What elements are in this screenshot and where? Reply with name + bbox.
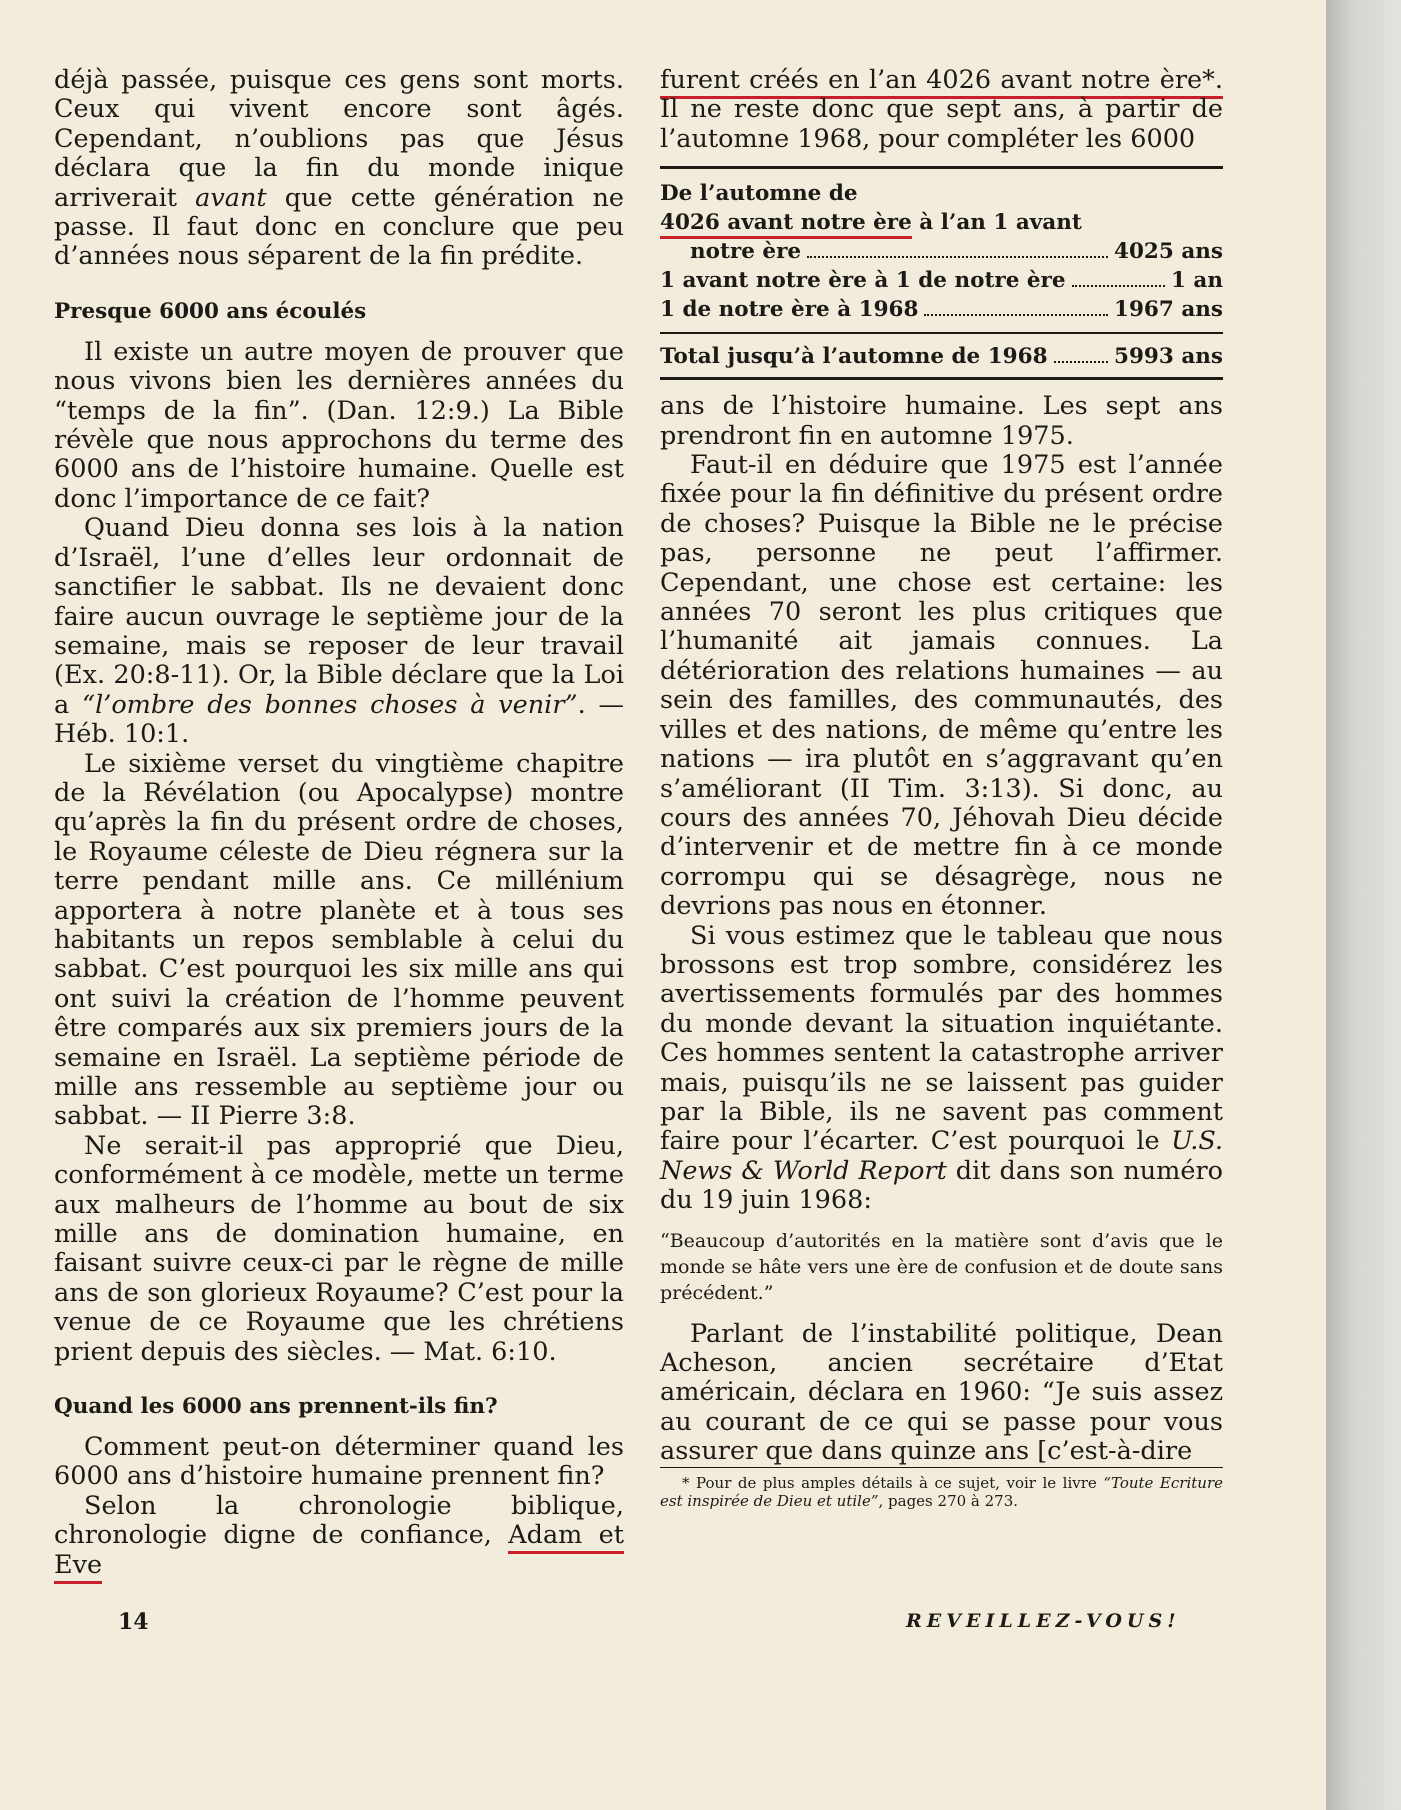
- scan-edge-shadow: [1326, 0, 1401, 1810]
- section-heading: Presque 6000 ans écoulés: [54, 298, 367, 324]
- paragraph: [660, 922, 1223, 1216]
- paragraph: [54, 66, 624, 272]
- underlined-text: 4026 avant notre ère: [660, 210, 912, 239]
- footnote: [660, 1467, 1223, 1510]
- total-label: Total jusqu’à l’automne de 1968: [660, 344, 1048, 370]
- row-label: 1 de notre ère à 1968: [660, 297, 919, 323]
- row-value: 1967 ans: [1114, 297, 1223, 323]
- table-row: [660, 295, 1223, 324]
- table-total-row: [660, 332, 1223, 371]
- paragraph: Le sixième verset du vingtième chapitre de la Révélation (ou Apocalypse) montre qu’après la fin du présent ordre de choses, le Royaume céleste de Dieu régnera sur la terre pendant mille ans. Ce millénium apportera à notre planète et à tous ses habitants un repos semblable à celui du sabbat. C’est pourquoi les six mille ans qui ont suivi la création de l’homme peuvent être comparés aux six premiers jours de la semaine en Israël. La septième période de mille ans ressemble au septième jour ou sabbat. — II Pierre 3:8.: [54, 748, 624, 1132]
- text: . — Héb. 10:1.: [54, 689, 624, 750]
- row-label: 1 avant notre ère à 1 de notre ère: [660, 268, 1066, 294]
- section-heading: Quand les 6000 ans prennent-ils fin?: [54, 1394, 498, 1420]
- underlined-text: Adam et Eve: [54, 1520, 624, 1583]
- emphasis: “Toute Ecriture est inspirée de Dieu et utile”: [660, 1473, 1223, 1510]
- paragraph: Comment peut-on déterminer quand les 6000 ans d’histoire humaine prennent fin?: [54, 1432, 624, 1492]
- paragraph: Parlant de l’instabilité politique, Dean Acheson, ancien secrétaire d’Etat américain, déclara en 1960: “Je suis assez au courant de ce qui se passe pour vous assurer que dans quinze ans [c’est-à-dire: [660, 1318, 1223, 1467]
- left-column: [54, 66, 624, 1580]
- paragraph: [660, 66, 1223, 154]
- dot-leader: [807, 255, 1108, 258]
- total-value: 5993 ans: [1114, 344, 1223, 370]
- magazine-title: REVEILLEZ-VOUS!: [906, 1610, 1181, 1632]
- text: dit dans son numéro du 19 juin 1968:: [660, 1155, 1223, 1216]
- chronology-table: [660, 166, 1223, 380]
- row-value: 1 an: [1170, 268, 1223, 294]
- dot-leader: [1054, 360, 1108, 363]
- right-column: [660, 66, 1223, 1510]
- row-value: 4025 ans: [1114, 239, 1223, 265]
- text: déjà passée, puisque ces gens sont morts. Ceux qui vivent encore sont âgés. Cependant, n’oublions pas que Jésus déclara que la fin du monde inique arriverait: [54, 65, 624, 213]
- table-row: [660, 266, 1223, 295]
- table-heading-line2: [660, 208, 1223, 237]
- text: , pages 270 à 273.: [878, 1491, 1019, 1510]
- page-number: 14: [118, 1609, 149, 1635]
- row-label: notre ère: [690, 239, 802, 265]
- text: Selon la chronologie biblique, chronologie digne de confiance,: [54, 1490, 624, 1551]
- dot-leader: [924, 313, 1108, 316]
- table-heading: De l’automne de: [660, 181, 858, 207]
- paragraph: Faut-il en déduire que 1975 est l’année fixée pour la fin définitive du présent ordre de choses? Puisque la Bible ne le précise pas, personne ne peut l’affirmer. Cependant, une chose est certaine: les années 70 seront les plus critiques que l’humanité ait jamais connues. La détérioration des relations humaines — au sein des familles, des communautés, des villes et des nations, de même qu’entre les nations — ira plutôt en s’aggravant qu’en s’améliorant (II Tim. 3:13). Si donc, au cours des années 70, Jéhovah Dieu décide d’intervenir et de mettre fin à ce monde corrompu qui se désagrège, nous ne devrions pas nous en étonner.: [660, 450, 1223, 922]
- underlined-text: furent créés en l’an 4026 avant notre ère*.: [660, 65, 1223, 99]
- text: Quand Dieu donna ses lois à la nation d’Israël, l’une d’elles leur ordonnait de sanctifier le sabbat. Ils ne devaient donc faire aucun ouvrage le septième jour de la semaine, mais se reposer de leur travail (Ex. 20:8-11). Or, la Bible déclare que la Loi a: [54, 513, 624, 720]
- paragraph: ans de l’histoire humaine. Les sept ans prendront fin en automne 1975.: [660, 391, 1223, 451]
- paragraph: [54, 514, 624, 749]
- paragraph: [54, 1492, 624, 1580]
- emphasis: U.S. News & World Report: [660, 1126, 1223, 1186]
- emphasis: avant: [195, 182, 267, 213]
- text: que cette génération ne passe. Il faut donc en conclure que peu d’années nous séparent de la fin prédite.: [54, 182, 624, 272]
- table-row: [660, 237, 1223, 266]
- emphasis: “l’ombre des bonnes choses à venir”: [82, 689, 578, 720]
- text: Il ne reste donc que sept ans, à partir de l’automne 1968, pour compléter les 6000: [660, 94, 1223, 154]
- dot-leader: [1072, 284, 1165, 287]
- text: Si vous estimez que le tableau que nous brossons est trop sombre, considérez les avertissements formulés par des hommes du monde devant la situation inquiétante. Ces hommes sentent la catastrophe arriver mais, puisqu’ils ne se laissent pas guider par la Bible, ils ne savent pas comment faire pour l’écarter. C’est pourquoi le: [660, 920, 1223, 1157]
- paragraph: Il existe un autre moyen de prouver que nous vivons bien les dernières années du “temps de la fin”. (Dan. 12:9.) La Bible révèle que nous approchons du terme des 6000 ans de l’histoire humaine. Quelle est donc l’importance de ce fait?: [54, 336, 624, 514]
- block-quote: “Beaucoup d’autorités en la matière sont d’avis que le monde se hâte vers une ère de confusion et de doute sans précédent.”: [660, 1229, 1223, 1304]
- paragraph: Ne serait-il pas approprié que Dieu, conformément à ce modèle, mette un terme aux malheurs de l’homme au bout de six mille ans de domination humaine, en faisant suivre ceux-ci par le règne de mille ans de son glorieux Royaume? C’est pour la venue de ce Royaume que les chrétiens prient depuis des siècles. — Mat. 6:10.: [54, 1130, 624, 1367]
- text: à l’an 1 avant: [911, 210, 1082, 236]
- text: * Pour de plus amples détails à ce sujet, voir le livre: [682, 1473, 1104, 1492]
